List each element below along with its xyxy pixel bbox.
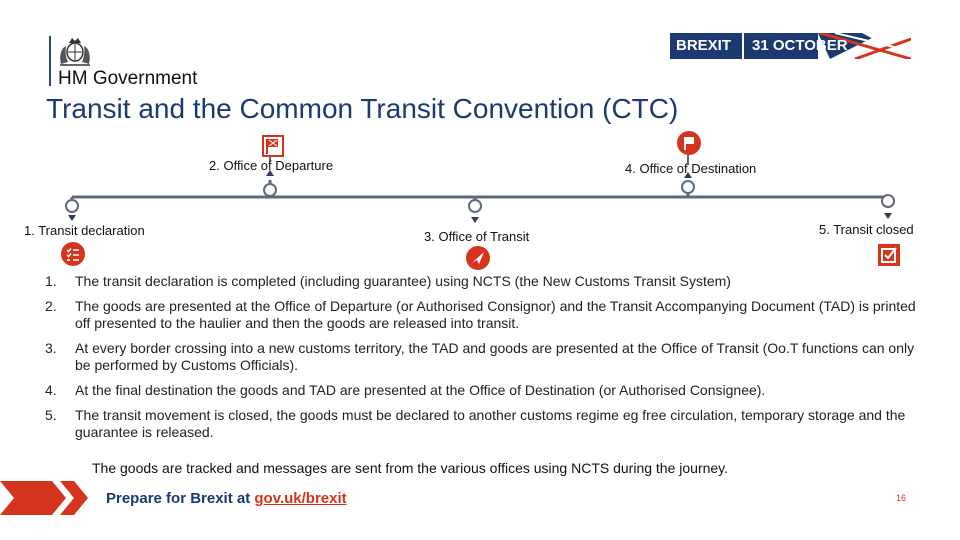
flag-icon xyxy=(677,131,701,155)
government-name: HM Government xyxy=(58,68,198,89)
list-item: 5. The transit movement is closed, the goods must be declared to another customs regime eg free circulation, temporary storage and the guarantee is released. xyxy=(45,407,906,440)
stage-label-4: 4. Office of Destination xyxy=(625,161,757,176)
list-item: 4. At the final destination the goods and TAD are presented at the Office of Destination (or Authorised Consignee). xyxy=(45,382,766,398)
timeline-node-5 xyxy=(881,194,895,208)
checkbox-icon xyxy=(877,243,901,267)
footer-brexit-link[interactable]: gov.uk/brexit xyxy=(254,490,347,507)
timeline-node-2 xyxy=(263,183,277,197)
brexit-banner-word: BREXIT xyxy=(676,37,732,54)
page-number: 16 xyxy=(896,493,907,503)
list-item: 2. The goods are presented at the Office of Departure (or Authorised Consignor) and the Transit Accompanying Document (TAD) is printed off presented to the haulier and then the goods are released into transit. xyxy=(45,298,916,331)
chevron-icon xyxy=(0,481,90,515)
steps-list xyxy=(45,273,925,449)
timeline-node-1 xyxy=(65,199,79,213)
timeline-node-3 xyxy=(468,199,482,213)
list-item: 3. At every border crossing into a new customs territory, the TAD and goods are presented at the Office of Transit (Oo.T functions can only be performed by Customs Officials). xyxy=(45,340,915,373)
list-item: 1. The transit declaration is completed (including guarantee) using NCTS (the New Customs Transit System) xyxy=(45,273,731,289)
stage-label-5: 5. Transit closed xyxy=(819,222,914,237)
flag-icon xyxy=(262,135,284,157)
stage-label-1: 1. Transit declaration xyxy=(24,223,145,238)
summary-text: The goods are tracked and messages are sent from the various offices using NCTS during the journey. xyxy=(92,460,729,476)
brexit-banner-date: 31 OCTOBER xyxy=(752,37,848,54)
timeline-node-4 xyxy=(681,180,695,194)
checklist-icon xyxy=(61,242,85,266)
footer-prepare-text: Prepare for Brexit at gov.uk/brexit xyxy=(106,490,347,507)
arrow-icon xyxy=(466,246,490,270)
page-title: Transit and the Common Transit Convention (CTC) xyxy=(46,93,679,124)
stage-label-3: 3. Office of Transit xyxy=(424,229,530,244)
stage-label-2: 2. Office of Departure xyxy=(209,158,334,173)
